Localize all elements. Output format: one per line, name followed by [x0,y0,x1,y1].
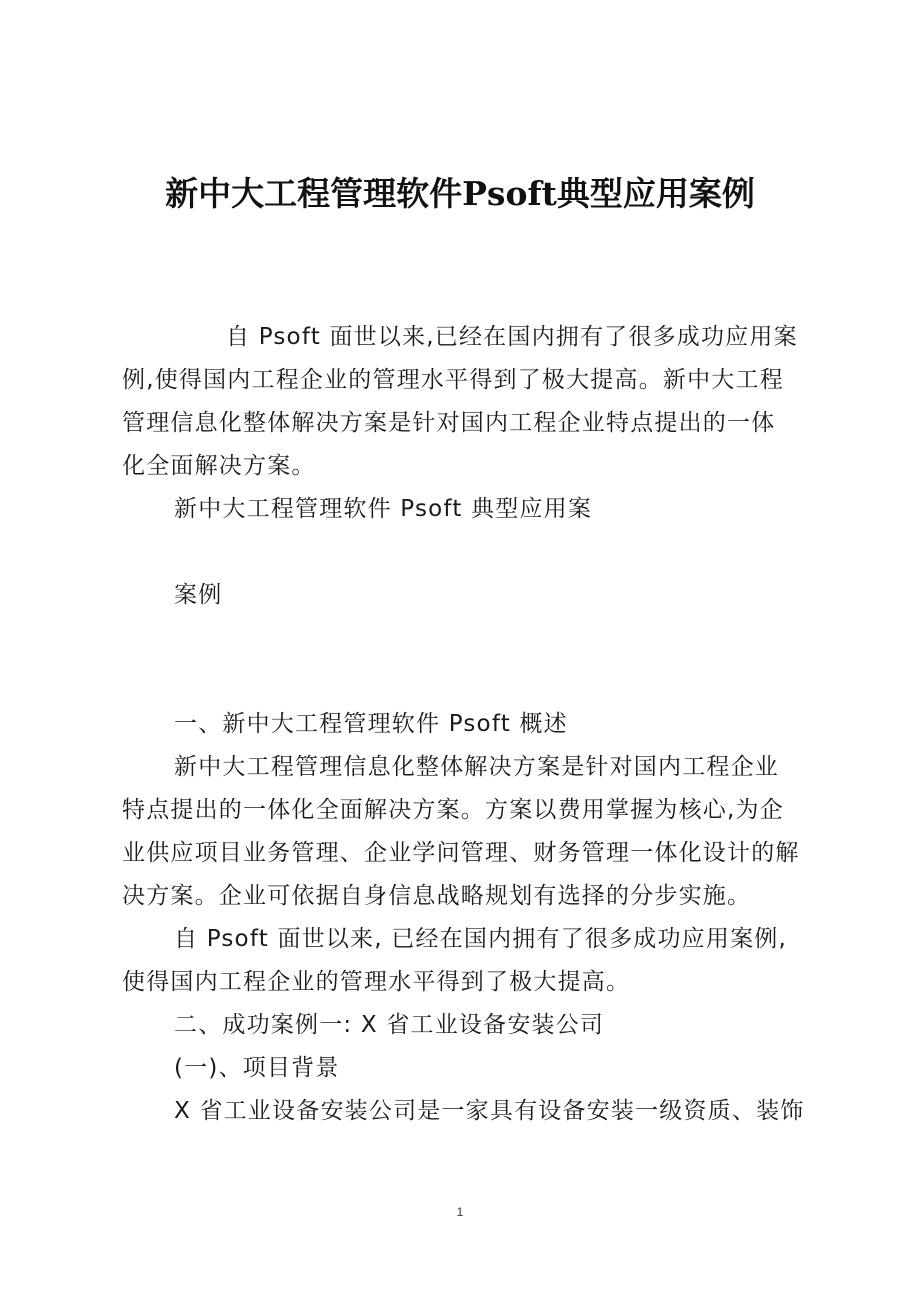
paragraph-line: 决方案。企业可依据自身信息战略规划有选择的分步实施。 [122,883,752,909]
paragraph-line: 新中大工程管理信息化整体解决方案是针对国内工程企业 [174,754,779,780]
paragraph-line: 自 Psoft 面世以来, 已经在国内拥有了很多成功应用案例, [174,926,787,952]
intro-paragraph [122,316,812,488]
history-paragraph [122,918,812,1004]
paragraph-line: X 省工业设备安装公司是一家具有设备安装一级资质、装饰 [174,1098,805,1124]
paragraph-line: 业供应项目业务管理、企业学问管理、财务管理一体化设计的解 [122,840,800,866]
heading-line: 一、新中大工程管理软件 Psoft 概述 [174,711,568,737]
paragraph-line: 新中大工程管理软件 Psoft 典型应用案 [174,496,593,522]
overview-paragraph [122,746,812,918]
heading-line: (一)、项目背景 [174,1055,340,1081]
section-heading-overview [122,703,812,746]
paragraph-line: 特点提出的一体化全面解决方案。方案以费用掌握为核心,为企 [122,797,784,823]
heading-line: 二、成功案例一: X 省工业设备安装公司 [174,1012,605,1038]
paragraph-line: 使得国内工程企业的管理水平得到了极大提高。 [122,969,631,995]
page-number: 1 [456,1205,464,1219]
subsection-heading-background [122,1047,812,1090]
case-label [122,574,812,617]
paragraph-line: 案例 [174,582,223,608]
paragraph-line: 管理信息化整体解决方案是针对国内工程企业特点提出的一体 [122,410,776,436]
background-paragraph [122,1090,812,1133]
document-title: 新中大工程管理软件Psoft典型应用案例 [165,174,755,213]
paragraph-line: 例,使得国内工程企业的管理水平得到了极大提高。新中大工程 [122,367,784,393]
subtitle-paragraph [122,488,812,531]
section-heading-case-one [122,1004,812,1047]
paragraph-line: 自 Psoft 面世以来,已经在国内拥有了很多成功应用案 [226,324,798,350]
paragraph-line: 化全面解决方案。 [122,453,316,479]
